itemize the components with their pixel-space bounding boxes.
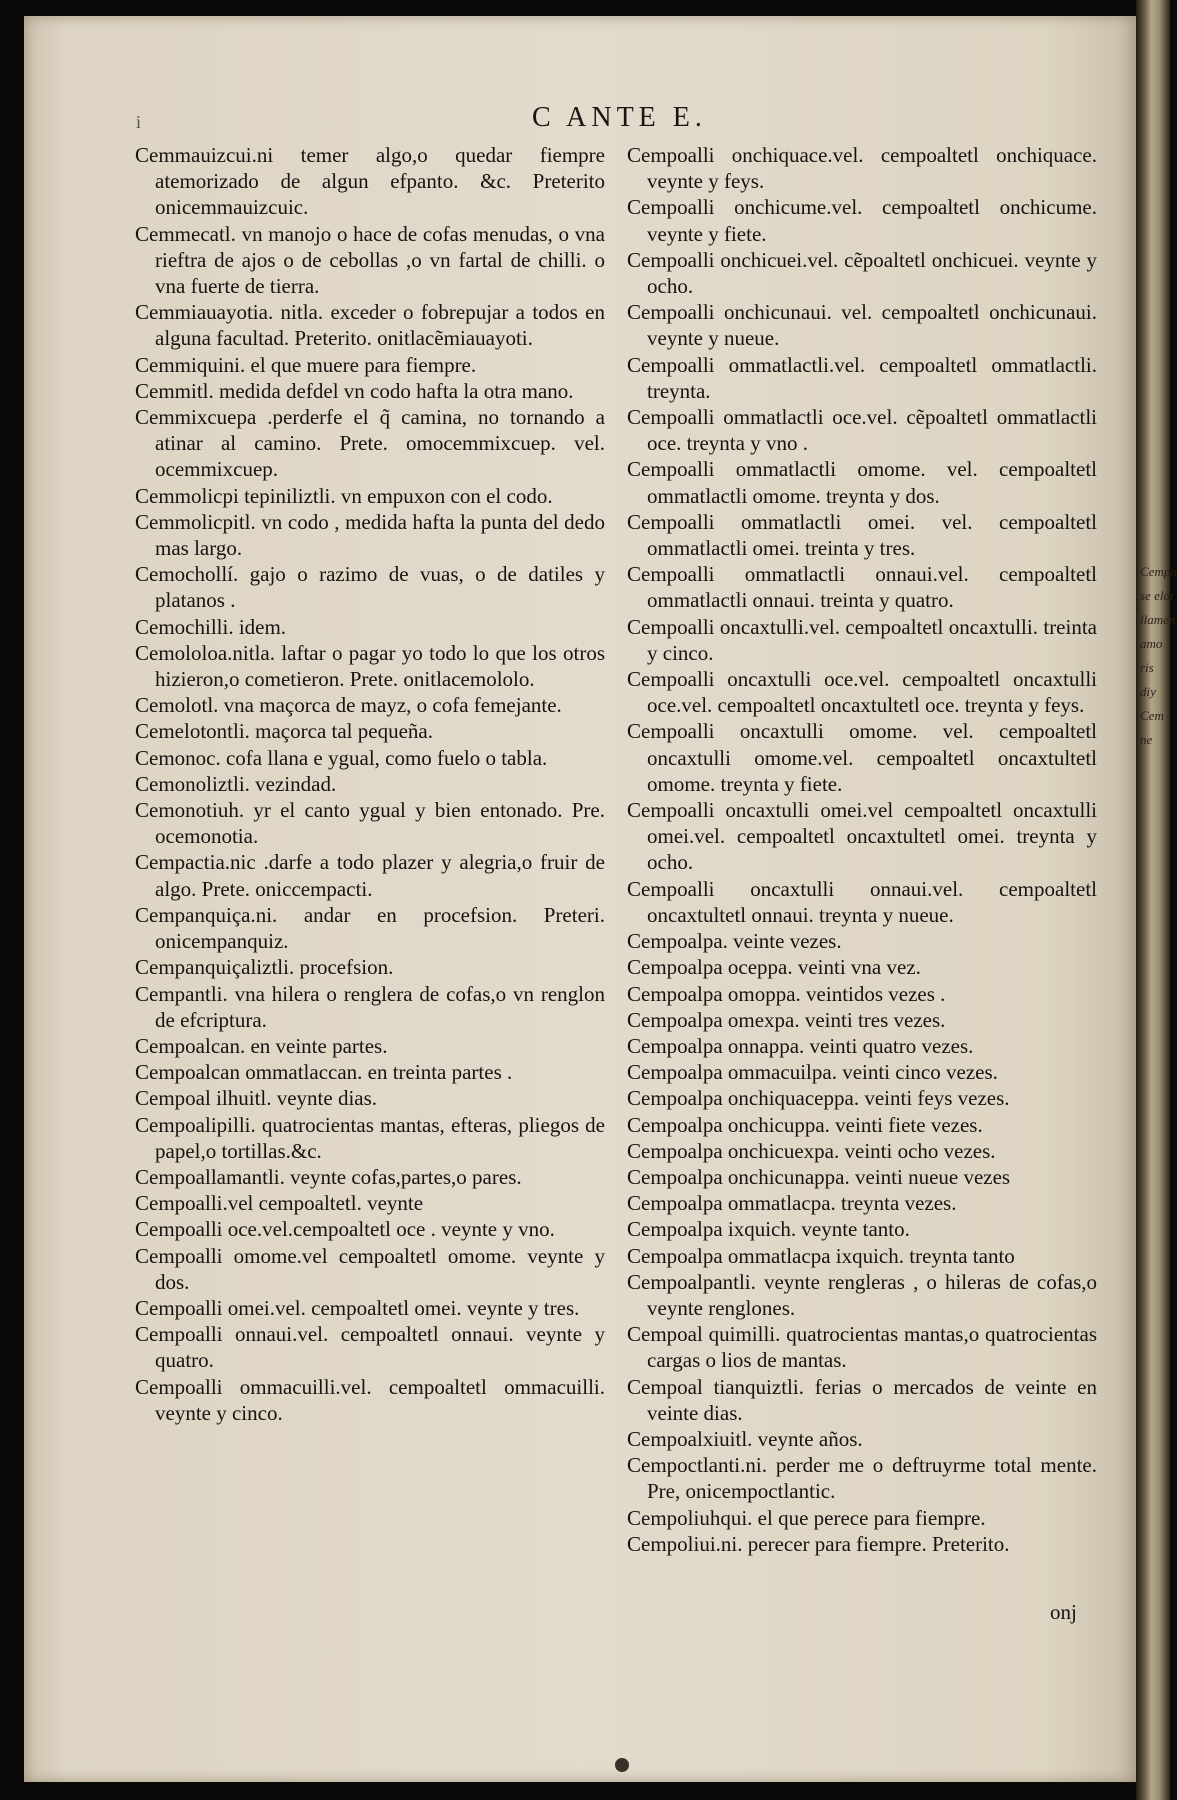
entry-text: Cempoalli oncaxtulli.vel. cempoaltetl oncaxtulli. treinta y cinco. — [627, 614, 1097, 665]
spine-fragment: Cempo — [1140, 564, 1177, 579]
dictionary-entry — [135, 902, 605, 954]
dictionary-entry — [627, 1374, 1097, 1426]
entry-text: Cempoalipilli. quatrocientas mantas, efteras, pliegos de papel,o tortillas.&c. — [135, 1112, 605, 1163]
ink-blot — [615, 1758, 629, 1772]
dictionary-entry — [135, 614, 605, 640]
dictionary-entry — [135, 1085, 605, 1111]
entry-text: Cemmolicpitl. vn codo , medida hafta la punta del dedo mas largo. — [135, 509, 605, 561]
dictionary-entry — [627, 1007, 1097, 1033]
dictionary-entry — [135, 692, 605, 718]
entry-text: Cempoalli oncaxtulli omei.vel cempoaltetl oncaxtulli omei.vel. cempoaltetl oncaxtultetl omei. treynta y ocho. — [627, 798, 1097, 875]
entry-text: Cempoctlanti.ni. perder me o deftruyrme total mente. Pre, onicempoctlantic. — [627, 1453, 1097, 1504]
entry-text: Cempoalli onchicuei.vel. cẽpoaltetl onchicuei. veynte y ocho. — [627, 247, 1097, 299]
dictionary-entry — [135, 221, 605, 300]
dictionary-entry — [135, 1216, 605, 1242]
entry-text: Cemololoa.nitla. laftar o pagar yo todo lo que los otros hizieron,o cometieron. Prete. onitlacemololo. — [135, 640, 605, 692]
entry-text: Cempoalpa onchicuexpa. veinti ocho vezes. — [627, 1138, 996, 1163]
entry-text: Cempanquiça.ni. andar en procefsion. Preteri. onicempanquiz. — [135, 902, 605, 954]
dictionary-entry — [135, 1112, 605, 1164]
entry-text: Cemmolicpi tepiniliztli. vn empuxon con el codo. — [135, 483, 553, 508]
entry-text: Cemmixcuepa .perderfe el q̃ camina, no tornando a atinar al camino. Prete. omocemmixcuep. vel. ocemmixcuep. — [135, 405, 605, 482]
dictionary-entry — [627, 876, 1097, 928]
spine-fragment: ne — [1140, 732, 1153, 747]
dictionary-entry — [135, 771, 605, 797]
entry-text: Cempoal quimilli. quatrocientas mantas,o quatrocientas cargas o lios de mantas. — [627, 1322, 1097, 1373]
dictionary-entry — [135, 797, 605, 849]
dictionary-entry — [627, 1190, 1097, 1216]
entry-text: Cempoalli ommatlactli oce.vel. cẽpoaltetl ommatlactli oce. treynta y vno . — [627, 405, 1097, 456]
entry-text: Cempanquiçaliztli. procefsion. — [135, 955, 394, 980]
entry-text: Cempoalli onchicume.vel. cempoaltetl onchicume. veynte y fiete. — [627, 195, 1097, 246]
dictionary-entry — [135, 1059, 605, 1085]
dictionary-entry — [135, 561, 605, 613]
dictionary-entry — [627, 352, 1097, 404]
entry-text: Cemolotl. vna maçorca de mayz, o cofa femejante. — [135, 693, 562, 718]
dictionary-entry — [627, 928, 1097, 954]
entry-text: Cempoalcan. en veinte partes. — [135, 1033, 388, 1058]
right-column — [627, 142, 1097, 1557]
entry-text: Cempoal ilhuitl. veynte dias. — [135, 1086, 378, 1111]
entry-text: Cemonoc. cofa llana e ygual, como fuelo o tabla. — [135, 745, 548, 770]
entry-text: Cemonoliztli. vezindad. — [135, 771, 337, 796]
dictionary-entry — [135, 1164, 605, 1190]
dictionary-entry — [627, 404, 1097, 456]
entry-text: Cemmecatl. vn manojo o hace de cofas menudas, o vna rieftra de ajos o de cebollas ,o vn fartal de chilli. o vna fuerte de tierra. — [135, 221, 605, 299]
dictionary-entry — [627, 797, 1097, 876]
dictionary-entry — [627, 299, 1097, 351]
entry-text: Cempoallamantli. veynte cofas,partes,o pares. — [135, 1164, 522, 1189]
dictionary-entry — [135, 1190, 605, 1216]
entry-text: Cempoalli onchiquace.vel. cempoaltetl onchiquace. veynte y feys. — [627, 143, 1097, 194]
dictionary-entry — [627, 1216, 1097, 1242]
dictionary-entry — [135, 1033, 605, 1059]
entry-text: Cempoalli ommatlactli omei. vel. cempoaltetl ommatlactli omei. treinta y tres. — [627, 509, 1097, 561]
dictionary-entry — [627, 1426, 1097, 1452]
entry-text: Cempoalpa onnappa. veinti quatro vezes. — [627, 1033, 974, 1058]
entry-text: Cempoalpa omexpa. veinti tres vezes. — [627, 1007, 946, 1032]
entry-text: Cemmauizcui.ni temer algo,o quedar fiempre atemorizado de algun efpanto. &c. Preterito onicemmauizcuic. — [135, 143, 605, 220]
dictionary-entry — [627, 1243, 1097, 1269]
dictionary-entry — [627, 981, 1097, 1007]
dictionary-entry — [627, 666, 1097, 718]
entry-text: Cempoalpantli. veynte rengleras , o hileras de cofas,o veynte renglones. — [627, 1269, 1097, 1320]
entry-text: Cempoalpa onchicuppa. veinti fiete vezes. — [627, 1112, 983, 1137]
dictionary-entry — [627, 614, 1097, 666]
catchword: onj — [1050, 1600, 1077, 1624]
dictionary-entry — [627, 1269, 1097, 1321]
entry-text: Cempoalli omei.vel. cempoaltetl omei. veynte y tres. — [135, 1295, 580, 1320]
entry-text: Cempoalpa ommacuilpa. veinti cinco vezes. — [627, 1060, 998, 1085]
entry-text: Cempoal tianquiztli. ferias o mercados de veinte en veinte dias. — [627, 1374, 1097, 1425]
entry-text: Cempoalli ommatlactli onnaui.vel. cempoaltetl ommatlactli onnaui. treinta y quatro. — [627, 562, 1097, 613]
entry-text: Cempactia.nic .darfe a todo plazer y alegria,o fruir de algo. Prete. oniccempacti. — [135, 850, 605, 901]
spine-fragment: llamen — [1140, 612, 1176, 627]
entry-text: Cempoalli oce.vel.cempoaltetl oce . veynte y vno. — [135, 1217, 555, 1242]
entry-text: Cemmitl. medida defdel vn codo hafta la otra mano. — [135, 378, 574, 403]
dictionary-entry — [135, 1321, 605, 1373]
dictionary-entry — [627, 1531, 1097, 1557]
dictionary-entry — [627, 509, 1097, 561]
spine-fragment: diy — [1140, 684, 1156, 699]
dictionary-entry — [627, 456, 1097, 508]
dictionary-entry — [627, 1321, 1097, 1373]
dictionary-entry — [627, 1059, 1097, 1085]
dictionary-entry — [135, 378, 605, 404]
entry-text: Cempoliui.ni. perecer para fiempre. Preterito. — [627, 1531, 1010, 1556]
entry-text: Cempoliuhqui. el que perece para fiempre. — [627, 1505, 986, 1530]
entry-text: Cempoalpa onchicunappa. veinti nueue vezes — [627, 1164, 1011, 1189]
entry-text: Cemmiauayotia. nitla. exceder o fobrepujar a todos en alguna facultad. Preterito. onitlacẽmiauayoti. — [135, 300, 605, 351]
entry-text: Cempoalpa ommatlacpa ixquich. treynta tanto — [627, 1243, 1015, 1268]
dictionary-entry — [627, 1452, 1097, 1504]
entry-text: Cemmiquini. el que muere para fiempre. — [135, 352, 477, 377]
dictionary-entry — [627, 954, 1097, 980]
dictionary-entry — [135, 352, 605, 378]
entry-text: Cemochilli. idem. — [135, 614, 287, 639]
entry-text: Cempoalxiuitl. veynte años. — [627, 1426, 863, 1451]
dictionary-entry — [135, 404, 605, 483]
dictionary-entry — [627, 1112, 1097, 1138]
entry-text: Cempoalli.vel cempoaltetl. veynte — [135, 1191, 424, 1216]
folio-mark: i — [136, 112, 142, 132]
entry-text: Cempoalpa oceppa. veinti vna vez. — [627, 955, 921, 980]
dictionary-entry — [627, 718, 1097, 797]
entry-text: Cempoalli oncaxtulli onnaui.vel. cempoaltetl oncaxtultetl onnaui. treynta y nueue. — [627, 876, 1097, 927]
running-header: C ANTE E. — [532, 102, 707, 133]
dictionary-entry — [135, 509, 605, 561]
entry-text: Cempoalli ommatlactli omome. vel. cempoaltetl ommatlactli omome. treynta y dos. — [627, 457, 1097, 508]
entry-text: Cempoalpa ommatlacpa. treynta vezes. — [627, 1191, 957, 1216]
dictionary-entry — [627, 247, 1097, 299]
dictionary-entry — [135, 1295, 605, 1321]
dictionary-entry — [627, 1164, 1097, 1190]
dictionary-entry — [135, 849, 605, 901]
entry-text: Cempoalli ommacuilli.vel. cempoaltetl ommacuilli. veynte y cinco. — [135, 1374, 605, 1425]
dictionary-entry — [627, 1505, 1097, 1531]
entry-text: Cempoalpa ixquich. veynte tanto. — [627, 1217, 910, 1242]
dictionary-entry — [627, 142, 1097, 194]
entry-text: Cemonotiuh. yr el canto ygual y bien entonado. Pre. ocemonotia. — [135, 798, 605, 849]
entry-text: Cempoalcan ommatlaccan. en treinta partes . — [135, 1060, 513, 1085]
entry-text: Cempoalpa. veinte vezes. — [627, 929, 842, 954]
entry-text: Cemelotontli. maçorca tal pequeña. — [135, 719, 433, 744]
dictionary-entry — [135, 1243, 605, 1295]
dictionary-entry — [135, 299, 605, 351]
spine-fragment: amo — [1140, 636, 1163, 651]
entry-text: Cempoalli onchicunaui. vel. cempoaltetl onchicunaui. veynte y nueue. — [627, 300, 1097, 351]
dictionary-entry — [135, 954, 605, 980]
entry-text: Cempoalpa onchiquaceppa. veinti feys vezes. — [627, 1086, 1010, 1111]
spine-fragment: ris — [1140, 660, 1154, 675]
entry-text: Cempoalli omome.vel cempoaltetl omome. veynte y dos. — [135, 1243, 605, 1294]
entry-text: Cempoalli onnaui.vel. cempoaltetl onnaui. veynte y quatro. — [135, 1322, 605, 1373]
dictionary-entry — [135, 745, 605, 771]
entry-text: Cempoalli oncaxtulli oce.vel. cempoaltetl oncaxtulli oce.vel. cempoaltetl oncaxtultetl oce. treynta y feys. — [627, 667, 1097, 718]
facing-page-fragments — [1140, 560, 1177, 752]
dictionary-entry — [627, 561, 1097, 613]
dictionary-entry — [135, 1374, 605, 1426]
entry-text: Cempoalpa omoppa. veintidos vezes . — [627, 981, 946, 1006]
dictionary-entry — [135, 142, 605, 221]
dictionary-entry — [627, 194, 1097, 246]
spine-fragment: se elot — [1140, 588, 1174, 603]
dictionary-entry — [135, 483, 605, 509]
entry-text: Cemochollí. gajo o razimo de vuas, o de datiles y platanos . — [135, 562, 605, 613]
dictionary-entry — [627, 1033, 1097, 1059]
dictionary-entry — [627, 1085, 1097, 1111]
dictionary-entry — [135, 640, 605, 692]
entry-text: Cempoalli oncaxtulli omome. vel. cempoaltetl oncaxtulli omome.vel. cempoaltetl oncaxtultetl omome. treynta y fiete. — [627, 719, 1097, 796]
spine-fragment: Cem — [1140, 708, 1164, 723]
entry-text: Cempoalli ommatlactli.vel. cempoaltetl ommatlactli. treynta. — [627, 352, 1097, 403]
dictionary-entry — [135, 718, 605, 744]
facing-page-edge — [1136, 0, 1177, 1800]
dictionary-entry — [627, 1138, 1097, 1164]
left-column — [135, 142, 605, 1426]
dictionary-entry — [135, 981, 605, 1033]
entry-text: Cempantli. vna hilera o renglera de cofas,o vn renglon de efcriptura. — [135, 981, 605, 1032]
